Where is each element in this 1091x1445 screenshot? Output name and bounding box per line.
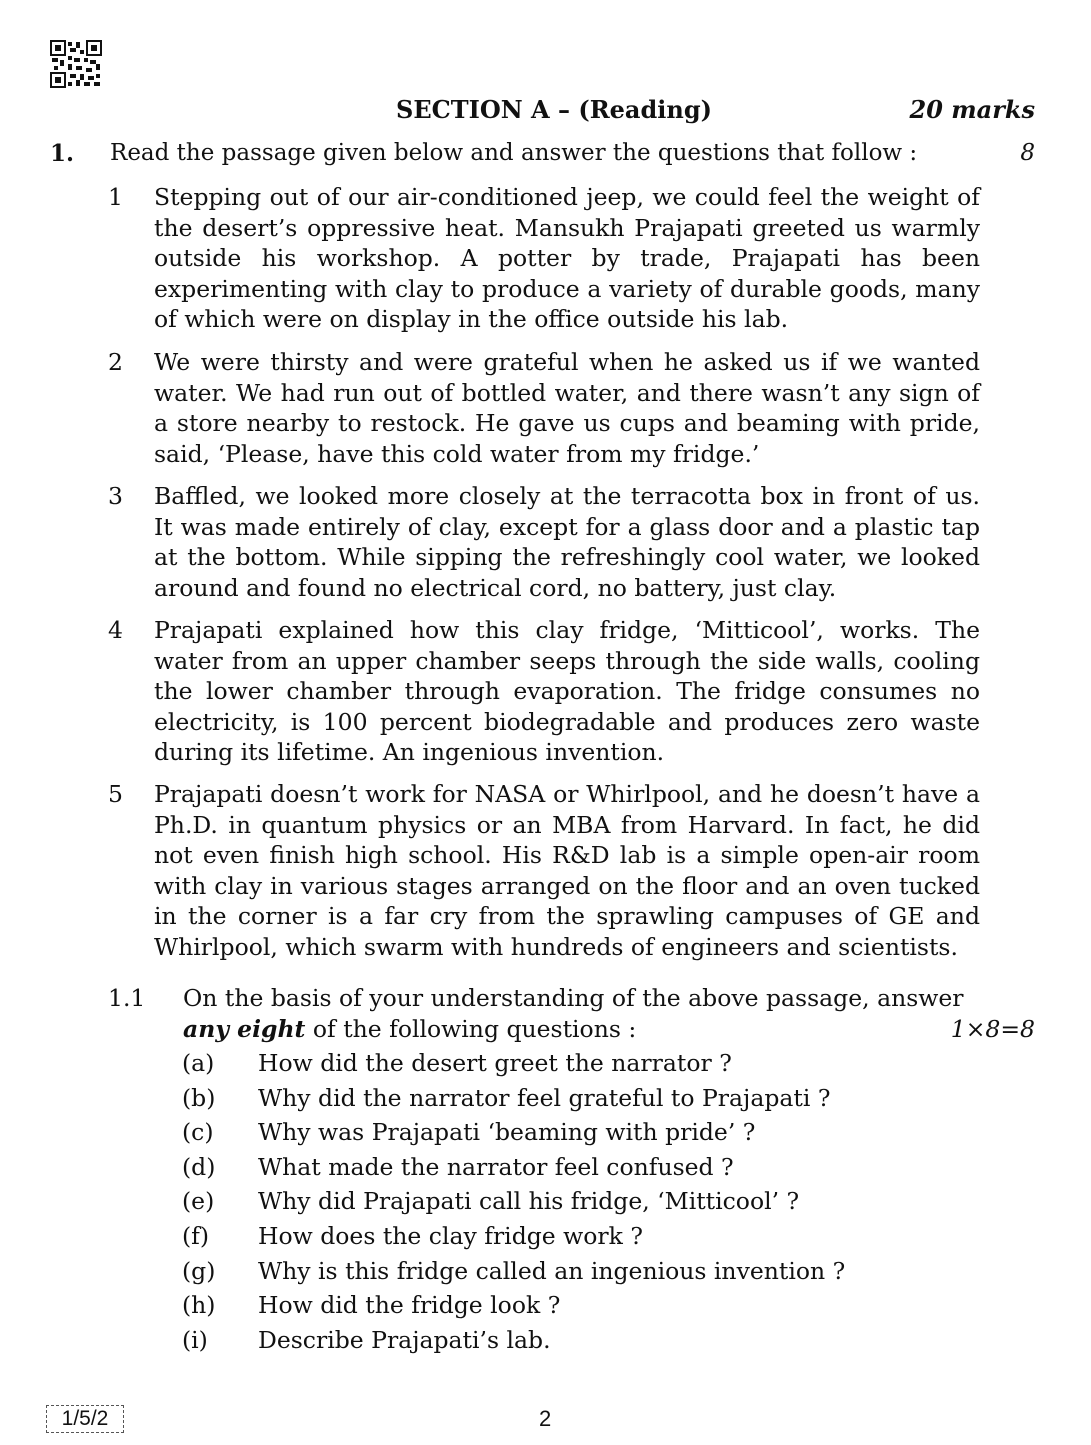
passage-paragraph bbox=[108, 347, 980, 469]
passage-paragraph bbox=[108, 779, 980, 962]
paragraph-number: 2 bbox=[108, 348, 123, 376]
paragraph-number: 5 bbox=[108, 780, 123, 808]
list-item bbox=[182, 1221, 942, 1256]
list-item bbox=[182, 1048, 942, 1083]
paragraph-text: Baffled, we looked more closely at the terracotta box in front of us. It was made entirely of clay, except for a glass door and a plastic tap at the bottom. While sipping the refreshingly cool water, we looked around and found no electrical cord, no battery, just clay. bbox=[154, 482, 980, 602]
subquestion-line2-text: of the following questions : bbox=[305, 1015, 637, 1043]
subquestion-emphasis: any eight bbox=[183, 1015, 306, 1043]
question-number: 1. bbox=[50, 140, 75, 167]
qr-code-icon bbox=[50, 40, 102, 88]
subquestion-line1: On the basis of your understanding of the above passage, answer bbox=[183, 984, 964, 1012]
section-title: SECTION A – (Reading) bbox=[396, 95, 712, 124]
paper-code: 1/5/2 bbox=[46, 1405, 124, 1433]
list-item bbox=[182, 1083, 942, 1118]
option-label: (f) bbox=[182, 1221, 210, 1250]
list-item bbox=[182, 1186, 942, 1221]
question-instruction: Read the passage given below and answer the questions that follow : bbox=[110, 140, 918, 166]
option-text: Why did the narrator feel grateful to Prajapati ? bbox=[258, 1083, 831, 1112]
option-text: Why was Prajapati ‘beaming with pride’ ? bbox=[258, 1118, 756, 1147]
option-text: How does the clay fridge work ? bbox=[258, 1221, 643, 1250]
list-item bbox=[182, 1117, 942, 1152]
option-label: (a) bbox=[182, 1049, 215, 1077]
question-options-list bbox=[182, 1048, 942, 1359]
option-text: Why is this fridge called an ingenious invention ? bbox=[258, 1256, 846, 1285]
list-item bbox=[182, 1290, 942, 1325]
option-text: What made the narrator feel confused ? bbox=[258, 1152, 734, 1181]
paragraph-text: Stepping out of our air-conditioned jeep, we could feel the weight of the desert’s oppressive heat. Mansukh Prajapati greeted us warmly outside his workshop. A potter by trade, Prajapati has been experimenting with clay to produce a variety of durable goods, many of which were on display in the office outside his lab. bbox=[154, 183, 980, 333]
option-label: (c) bbox=[182, 1118, 214, 1147]
list-item bbox=[182, 1256, 942, 1291]
question-marks: 8 bbox=[1020, 140, 1035, 166]
paragraph-text: Prajapati explained how this clay fridge, ‘Mitticool’, works. The water from an upper chamber seeps through the side walls, cooling the lower chamber through evaporation. The fridge consumes no electricity, is 100 percent biodegradable and produces zero waste during its lifetime. An ingenious invention. bbox=[154, 616, 980, 766]
option-text: How did the fridge look ? bbox=[258, 1291, 561, 1320]
option-label: (g) bbox=[182, 1256, 216, 1285]
option-label: (b) bbox=[182, 1083, 216, 1112]
subquestion-number: 1.1 bbox=[108, 984, 146, 1012]
list-item bbox=[182, 1325, 942, 1360]
option-label: (i) bbox=[182, 1325, 208, 1354]
passage-paragraph bbox=[108, 615, 980, 768]
section-marks: 20 marks bbox=[909, 95, 1035, 124]
option-label: (e) bbox=[182, 1187, 215, 1216]
subquestion-line2 bbox=[183, 1014, 1035, 1045]
paragraph-number: 3 bbox=[108, 482, 123, 510]
list-item bbox=[182, 1152, 942, 1187]
page-number: 2 bbox=[539, 1406, 552, 1431]
option-text: Describe Prajapati’s lab. bbox=[258, 1325, 551, 1354]
paragraph-number: 4 bbox=[108, 616, 123, 644]
paragraph-text: Prajapati doesn’t work for NASA or Whirlpool, and he doesn’t have a Ph.D. in quantum physics or an MBA from Harvard. In fact, he did not even finish high school. His R&D lab is a simple open-air room with clay in various stages arranged on the floor and an oven tucked in the corner is a far cry from the sprawling campuses of GE and Whirlpool, which swarm with hundreds of engineers and scientists. bbox=[154, 780, 980, 961]
subquestion-marks: 1×8=8 bbox=[950, 1015, 1035, 1043]
option-label: (d) bbox=[182, 1152, 216, 1181]
subquestion bbox=[108, 983, 1035, 1045]
option-text: Why did Prajapati call his fridge, ‘Mitticool’ ? bbox=[258, 1187, 800, 1216]
passage-paragraph bbox=[108, 182, 980, 335]
option-label: (h) bbox=[182, 1291, 216, 1320]
option-text: How did the desert greet the narrator ? bbox=[258, 1049, 732, 1077]
passage-paragraph bbox=[108, 481, 980, 603]
paragraph-text: We were thirsty and were grateful when he asked us if we wanted water. We had run out of bottled water, and there wasn’t any sign of a store nearby to restock. He gave us cups and beaming with pride, said, ‘Please, have this cold water from my fridge.’ bbox=[154, 348, 980, 468]
paragraph-number: 1 bbox=[108, 183, 123, 211]
